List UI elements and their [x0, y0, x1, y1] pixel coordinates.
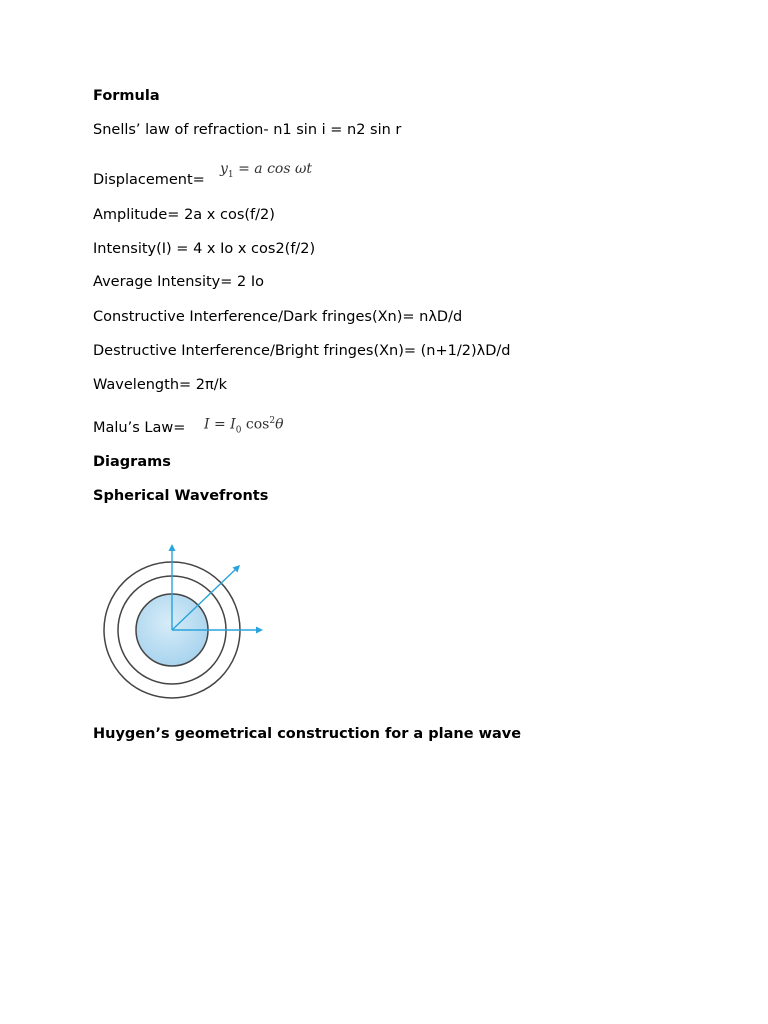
displacement-label: Displacement= [93, 172, 205, 188]
displacement-equation-image [220, 161, 312, 183]
malus-eq-theta: θ [275, 416, 284, 433]
wavelength-text: Wavelength= 2π/k [93, 377, 228, 393]
spherical-wavefront-diagram [96, 536, 271, 701]
diagrams-heading: Diagrams [93, 454, 171, 470]
average-intensity-text: Average Intensity= 2 Io [93, 274, 265, 290]
malus-eq-sup: 2 [269, 416, 276, 426]
formula-heading: Formula [93, 88, 160, 104]
snells-law-text: Snells’ law of refraction- n1 sin i = n2 sin r [93, 122, 402, 138]
spherical-wavefronts-heading: Spherical Wavefronts [93, 488, 269, 504]
horizontal-ray-arrowhead [256, 627, 263, 634]
malus-eq-mid: cos [241, 416, 270, 433]
destructive-interference-text: Destructive Interference/Bright fringes(Xn)= (n+1/2)λD/d [93, 343, 511, 359]
huygen-construction-heading: Huygen’s geometrical construction for a plane wave [93, 726, 522, 742]
malus-eq-sub: 0 [235, 425, 242, 436]
malus-law-label: Malu’s Law= [93, 420, 186, 436]
intensity-text: Intensity(I) = 4 x Io x cos2(f/2) [93, 241, 316, 257]
vertical-ray-arrowhead [169, 544, 176, 551]
malus-equation-image [204, 413, 284, 438]
constructive-interference-text: Constructive Interference/Dark fringes(Xn)= nλD/d [93, 309, 463, 325]
amplitude-text: Amplitude= 2a x cos(f/2) [93, 207, 275, 223]
displacement-eq-sub: 1 [227, 169, 234, 180]
displacement-eq-rest: = a cos ωt [233, 161, 313, 177]
malus-eq-lhs: I = I [204, 416, 236, 433]
displacement-eq-y: y [220, 161, 228, 177]
